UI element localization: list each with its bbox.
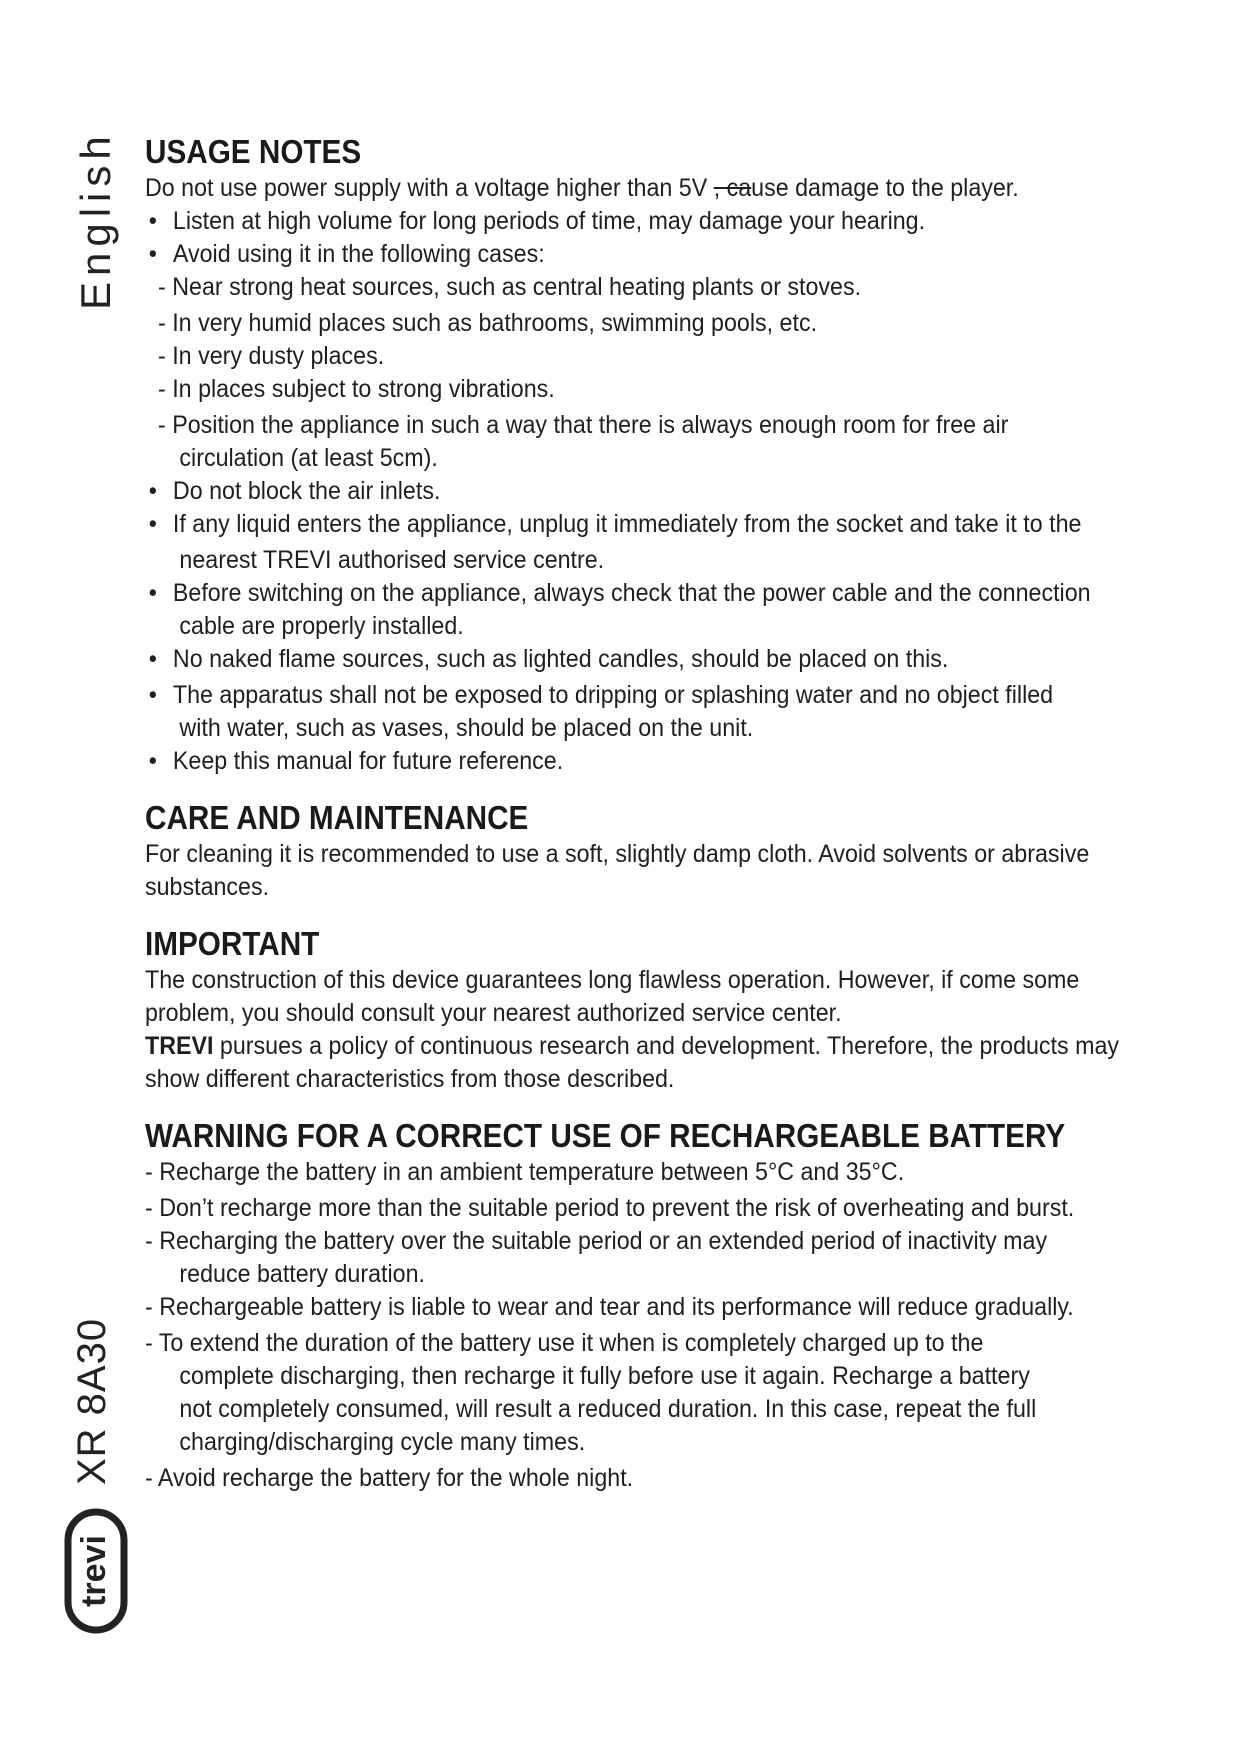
list-item-continuation: with water, such as vases, should be placed on the unit.	[179, 714, 754, 742]
list-subitem: - In places subject to strong vibrations.	[158, 375, 555, 403]
important-text: The construction of this device guarantees long flawless operation. However, if come some problem, you should consult your nearest authorized service center.	[145, 966, 1080, 1027]
list-item-continuation: nearest TREVI authorised service centre.	[179, 546, 605, 574]
list-item: - Don’t recharge more than the suitable period to prevent the risk of overheating and burst.	[145, 1194, 1075, 1222]
list-subitem: - Position the appliance in such a way that there is always enough room for free air	[158, 411, 1009, 439]
model-label: XR 8A30	[70, 1317, 114, 1485]
important-title: IMPORTANT	[145, 925, 320, 962]
important-text-brand: TREVI pursues a policy of continuous research and development. Therefore, the products may show different characteristics from those described.	[145, 1032, 1120, 1093]
list-item: • Before switching on the appliance, always check that the power cable and the connection	[145, 577, 1075, 610]
list-item: - Recharge the battery in an ambient temperature between 5°C and 35°C.	[145, 1158, 905, 1186]
list-item: • No naked flame sources, such as lighted candles, should be placed on this.	[145, 643, 1075, 676]
list-item-continuation: cable are properly installed.	[179, 612, 464, 640]
list-item-continuation: reduce battery duration.	[179, 1260, 425, 1288]
language-label: English	[72, 130, 119, 310]
list-item: • Do not block the air inlets.	[145, 475, 1075, 508]
list-item: • Avoid using it in the following cases:	[145, 238, 1075, 271]
list-item-continuation: complete discharging, then recharge it fully before use it again. Recharge a battery	[179, 1362, 1030, 1390]
list-item: • The apparatus shall not be exposed to dripping or splashing water and no object filled	[145, 679, 1075, 712]
battery-warning-title: WARNING FOR A CORRECT USE OF RECHARGEABLE BATTERY	[145, 1117, 1066, 1154]
list-item: - Rechargeable battery is liable to wear and tear and its performance will reduce gradually.	[145, 1293, 1074, 1321]
list-subitem: - Near strong heat sources, such as central heating plants or stoves.	[158, 273, 862, 301]
list-item-continuation: charging/discharging cycle many times.	[179, 1428, 586, 1456]
list-item: - To extend the duration of the battery use it when is completely charged up to the	[145, 1329, 984, 1357]
usage-notes-title: USAGE NOTES	[145, 133, 362, 170]
list-subitem: - In very humid places such as bathrooms, swimming pools, etc.	[158, 309, 818, 337]
list-item: - Avoid recharge the battery for the whole night.	[145, 1464, 634, 1492]
list-subitem: - In very dusty places.	[158, 342, 385, 370]
usage-intro: Do not use power supply with a voltage higher than 5V , cause damage to the player.	[145, 174, 1019, 202]
manual-content	[145, 132, 1145, 1495]
care-title: CARE AND MAINTENANCE	[145, 799, 529, 836]
brand-name: TREVI	[145, 1032, 214, 1060]
logo-text: trevi	[74, 1535, 113, 1607]
list-item: • Keep this manual for future reference.	[145, 745, 1075, 778]
trevi-logo	[64, 1508, 128, 1634]
list-subitem-continuation: circulation (at least 5cm).	[179, 444, 438, 472]
list-item: - Recharging the battery over the suitable period or an extended period of inactivity may	[145, 1227, 1048, 1255]
list-item: • Listen at high volume for long periods of time, may damage your hearing.	[145, 205, 1075, 238]
list-item-continuation: not completely consumed, will result a reduced duration. In this case, repeat the full	[179, 1395, 1037, 1423]
list-item: • If any liquid enters the appliance, unplug it immediately from the socket and take it to the	[145, 508, 1075, 541]
care-text: For cleaning it is recommended to use a soft, slightly damp cloth. Avoid solvents or abrasive substances.	[145, 840, 1090, 901]
